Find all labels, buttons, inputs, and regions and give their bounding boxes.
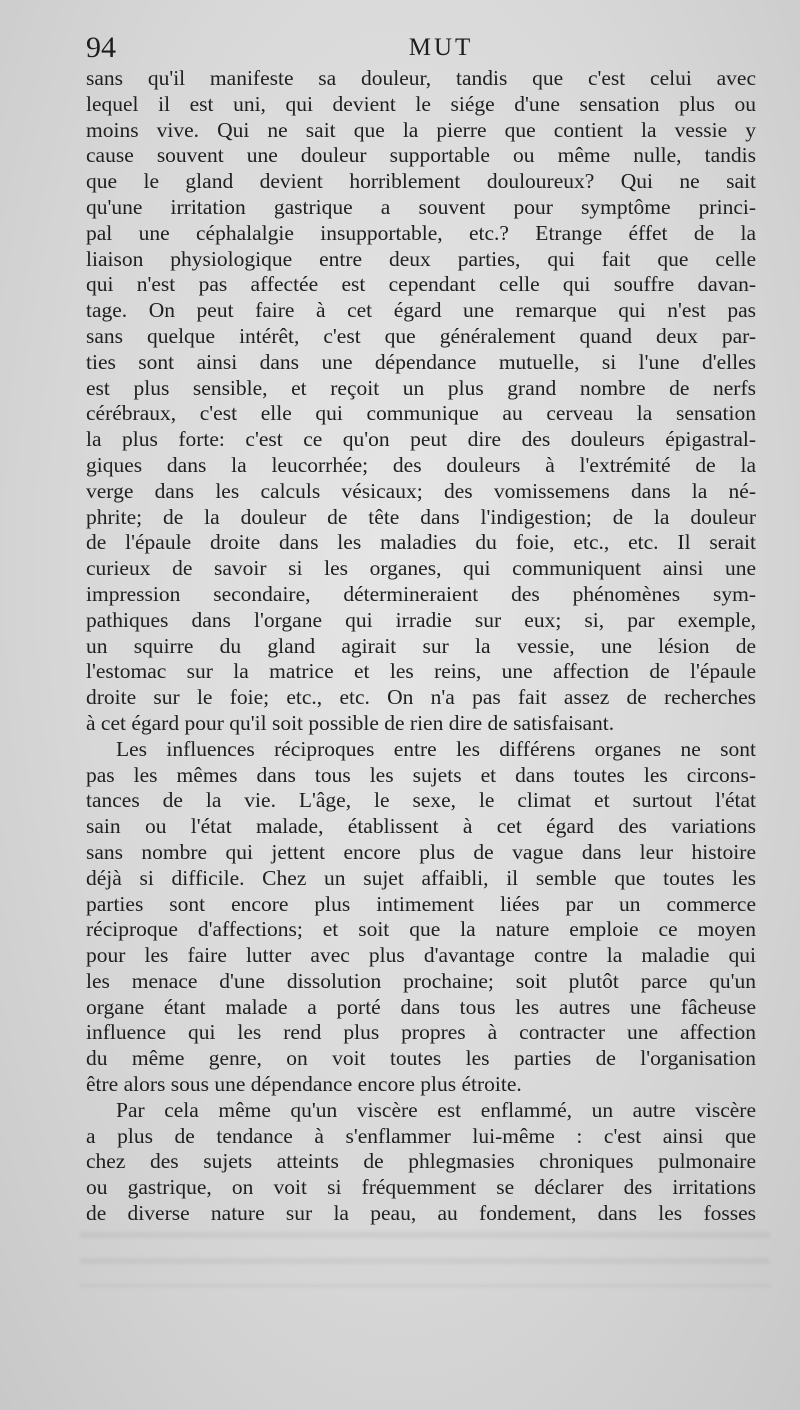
text-line: pour les faire lutter avec plus d'avantage contre la maladie qui <box>86 943 756 968</box>
text-line: a plus de tendance à s'enflammer lui-même : c'est ainsi que <box>86 1123 756 1148</box>
text-line: que le gland devient horriblement douloureux? Qui ne sait <box>86 169 756 194</box>
text-line: moins vive. Qui ne sait que la pierre que contient la vessie y <box>86 117 756 142</box>
text-line: un squirre du gland agirait sur la vessie, une lésion de <box>86 633 756 658</box>
body-text <box>86 66 756 1227</box>
text-line: Les influences réciproques entre les différens organes ne sont <box>116 736 756 761</box>
text-line: sans nombre qui jettent encore plus de vague dans leur histoire <box>86 839 756 864</box>
text-line: l'estomac sur la matrice et les reins, une affection de l'épaule <box>86 659 756 684</box>
text-line: droite sur le foie; etc., etc. On n'a pas fait assez de recherches <box>86 685 756 710</box>
text-line: déjà si difficile. Chez un sujet affaibli, il semble que toutes les <box>86 865 756 890</box>
text-line: impression secondaire, détermineraient des phénomènes sym- <box>86 581 756 606</box>
text-line: sans qu'il manifeste sa douleur, tandis que c'est celui avec <box>86 66 756 90</box>
text-line: parties sont encore plus intimement liées par un commerce <box>86 891 756 916</box>
text-line: qui n'est pas affectée est cependant celle qui souffre davan- <box>86 272 756 297</box>
text-line: la plus forte: c'est ce qu'on peut dire des douleurs épigastral- <box>86 427 756 452</box>
text-line: sain ou l'état malade, établissent à cet égard des variations <box>86 814 756 839</box>
text-line: pal une céphalalgie insupportable, etc.? Etrange éffet de la <box>86 220 756 245</box>
text-line: du même genre, on voit toutes les parties de l'organisation <box>86 1046 756 1071</box>
running-head: MUT <box>408 34 474 61</box>
text-line: phrite; de la douleur de tête dans l'indigestion; de la douleur <box>86 504 756 529</box>
text-line: tances de la vie. L'âge, le sexe, le climat et surtout l'état <box>86 788 756 813</box>
page-number: 94 <box>86 31 116 64</box>
text-line: pathiques dans l'organe qui irradie sur eux; si, par exemple, <box>86 607 756 632</box>
text-line: être alors sous une dépendance encore plus étroite. <box>86 1072 522 1097</box>
text-line: cause souvent une douleur supportable ou même nulle, tandis <box>86 143 756 168</box>
text-line: influence qui les rend plus propres à contracter une affection <box>86 1020 756 1045</box>
text-line: curieux de savoir si les organes, qui communiquent ainsi une <box>86 556 756 581</box>
page-header <box>86 28 756 68</box>
text-line: ties sont ainsi dans une dépendance mutuelle, si l'une d'elles <box>86 349 756 374</box>
text-line: verge dans les calculs vésicaux; des vomissemens dans la né- <box>86 478 756 503</box>
text-line: giques dans la leucorrhée; des douleurs à l'extrémité de la <box>86 452 756 477</box>
text-line: est plus sensible, et reçoit un plus grand nombre de nerfs <box>86 375 756 400</box>
text-line: les menace d'une dissolution prochaine; soit plutôt parce qu'un <box>86 968 756 993</box>
text-line: sans quelque intérêt, c'est que généralement quand deux par- <box>86 323 756 348</box>
text-line: de diverse nature sur la peau, au fondement, dans les fosses <box>86 1201 756 1226</box>
text-line: qu'une irritation gastrique a souvent pour symptôme princi- <box>86 194 756 219</box>
text-line: tage. On peut faire à cet égard une remarque qui n'est pas <box>86 298 756 323</box>
text-line: pas les mêmes dans tous les sujets et dans toutes les circons- <box>86 762 756 787</box>
text-line: organe étant malade a porté dans tous les autres une fâcheuse <box>86 994 756 1019</box>
text-line: réciproque d'affections; et soit que la nature emploie ce moyen <box>86 917 756 942</box>
text-line: à cet égard pour qu'il soit possible de rien dire de satisfaisant. <box>86 710 615 735</box>
text-line: ou gastrique, on voit si fréquemment se déclarer des irritations <box>86 1175 756 1200</box>
text-line: Par cela même qu'un viscère est enflammé, un autre viscère <box>116 1097 756 1122</box>
text-line: chez des sujets atteints de phlegmasies chroniques pulmonaire <box>86 1149 756 1174</box>
text-line: cérébraux, c'est elle qui communique au cerveau la sensation <box>86 401 756 426</box>
text-line: lequel il est uni, qui devient le siége d'une sensation plus ou <box>86 91 756 116</box>
text-line: de l'épaule droite dans les maladies du foie, etc., etc. Il serait <box>86 530 756 555</box>
text-line: liaison physiologique entre deux parties, qui fait que celle <box>86 246 756 271</box>
